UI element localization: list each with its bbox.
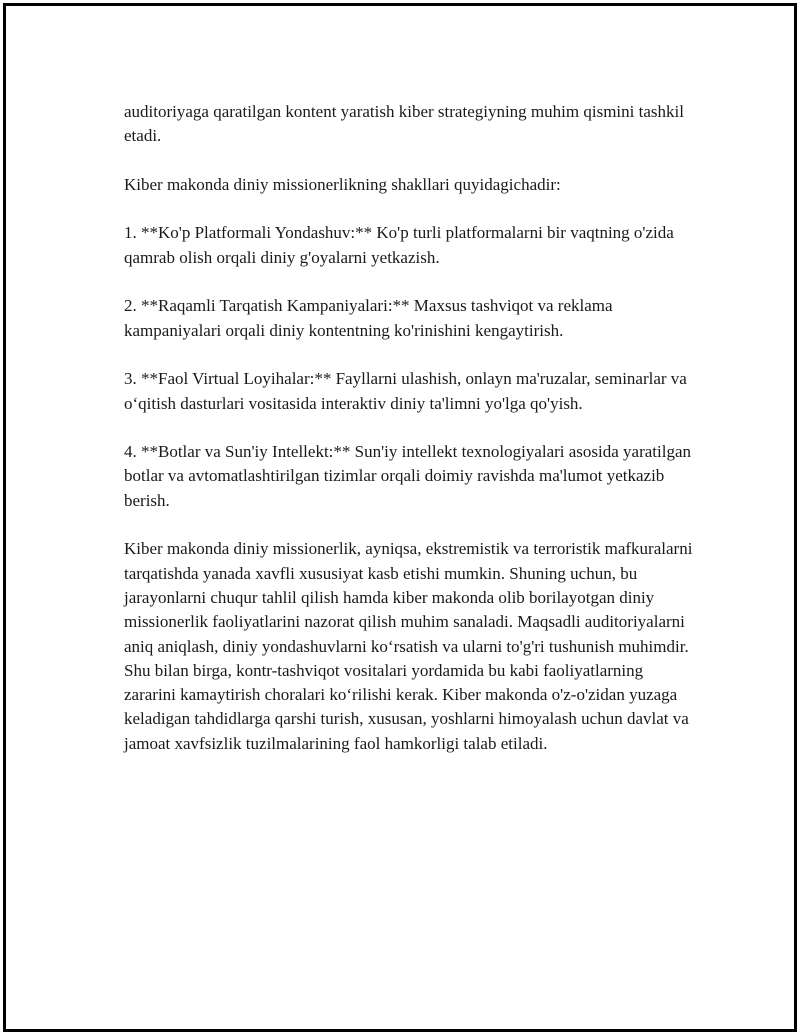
list-item-4: 4. **Botlar va Sun'iy Intellekt:** Sun'iy intellekt texnologiyalari asosida yaratilgan botlar va avtomatlashtirilgan tizimlar orqali doimiy ravishda ma'lumot yetkazib berish. (124, 442, 692, 510)
paragraph-forms-heading: Kiber makonda diniy missionerlikning shakllari quyidagichadir: (124, 174, 561, 194)
page-frame (3, 3, 797, 1032)
list-item-2: 2. **Raqamli Tarqatish Kampaniyalari:** Maxsus tashviqot va reklama kampaniyalari orqali diniy kontentning ko'rinishini kengaytirish. (124, 296, 613, 340)
document-body (124, 100, 694, 756)
paragraph-intro: auditoriyaga qaratilgan kontent yaratish kiber strategiyning muhim qismini tashkil etadi. (124, 102, 684, 146)
paragraph-conclusion: Kiber makonda diniy missionerlik, ayniqsa, ekstremistik va terroristik mafkuralarni tarqatishda yanada xavfli xususiyat kasb etishi mumkin. Shuning uchun, bu jarayonlarni chuqur tahlil qilish hamda kiber makonda olib borilayotgan diniy missionerlik faoliyatlarini nazorat qilish muhim sanaladi. Maqsadli auditoriyalarni aniq aniqlash, diniy yondashuvlarni ko‘rsatish va ularni to'g'ri tushunish muhimdir. Shu bilan birga, kontr-tashviqot vositalari yordamida bu kabi faoliyatlarning zararini kamaytirish choralari ko‘rilishi kerak. Kiber makonda o'z-o'zidan yuzaga keladigan tahdidlarga qarshi turish, xususan, yoshlarni himoyalash uchun davlat va jamoat xavfsizlik tuzilmalarining faol hamkorligi talab etiladi. (124, 539, 693, 753)
list-item-3: 3. **Faol Virtual Loyihalar:** Fayllarni ulashish, onlayn ma'ruzalar, seminarlar va o‘qitish dasturlari vositasida interaktiv diniy ta'limni yo'lga qo'yish. (124, 369, 687, 413)
list-item-1: 1. **Ko'p Platformali Yondashuv:** Ko'p turli platformalarni bir vaqtning o'zida qamrab olish orqali diniy g'oyalarni yetkazish. (124, 223, 674, 267)
